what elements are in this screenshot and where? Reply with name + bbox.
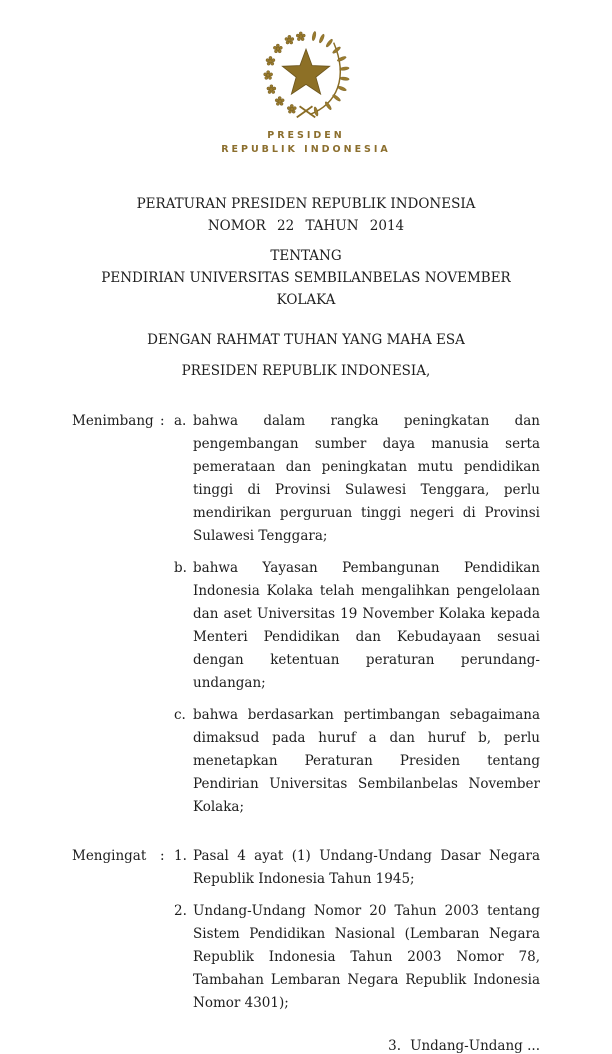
mengingat-item-1: [174, 845, 540, 891]
letterhead-presiden-text: PRESIDEN: [267, 130, 345, 141]
menimbang-item-c: [174, 704, 540, 819]
mengingat-section: [72, 845, 540, 1015]
item-text: bahwa berdasarkan pertimbangan sebagaimana dimaksud pada huruf a dan huruf b, perlu menetapkan Peraturan Presiden tentang Pendirian Universitas Sembilanbelas November Kolaka;: [193, 707, 540, 815]
item-marker: a.: [174, 413, 187, 429]
catchword-marker: 3.: [388, 1038, 402, 1054]
menimbang-item-a: [174, 410, 540, 548]
menimbang-section: [72, 410, 540, 819]
mengingat-items: [174, 845, 540, 1015]
regulation-number-line: NOMOR 22 TAHUN 2014: [207, 218, 405, 234]
menimbang-colon: :: [160, 413, 165, 429]
invocation-line: DENGAN RAHMAT TUHAN YANG MAHA ESA: [147, 332, 465, 348]
tentang-label: TENTANG: [270, 248, 342, 264]
item-text: Pasal 4 ayat (1) Undang-Undang Dasar Negara Republik Indonesia Tahun 1945;: [193, 848, 540, 887]
mengingat-label: Mengingat: [72, 848, 147, 864]
national-emblem-icon: [258, 26, 354, 126]
item-marker: b.: [174, 560, 187, 576]
menimbang-label: Menimbang: [72, 413, 154, 429]
menimbang-items: [174, 410, 540, 819]
catchword-row: [72, 1038, 540, 1054]
letterhead-republik-text: REPUBLIK INDONESIA: [221, 144, 391, 155]
salutation-line: PRESIDEN REPUBLIK INDONESIA,: [181, 363, 431, 379]
letterhead: [72, 26, 540, 155]
catchword-text: Undang-Undang ...: [410, 1038, 540, 1054]
item-text: bahwa dalam rangka peningkatan dan pengembangan sumber daya manusia serta pemerataan dan peningkatan mutu pendidikan tinggi di Provinsi Sulawesi Tenggara, perlu mendirikan perguruan tinggi negeri di Provinsi Sulawesi Tenggara;: [193, 413, 540, 544]
mengingat-item-2: [174, 900, 540, 1015]
regulation-subject-line: PENDIRIAN UNIVERSITAS SEMBILANBELAS NOVEMBER KOLAKA: [101, 270, 511, 308]
item-text: bahwa Yayasan Pembangunan Pendidikan Indonesia Kolaka telah mengalihkan pengelolaan dan aset Universitas 19 November Kolaka kepada Menteri Pendidikan dan Kebudayaan sesuai dengan ketentuan peraturan perundang-undangan;: [193, 560, 540, 691]
mengingat-colon: :: [160, 848, 165, 864]
item-marker: 2.: [174, 903, 187, 919]
item-text: Undang-Undang Nomor 20 Tahun 2003 tentang Sistem Pendidikan Nasional (Lembaran Negara Republik Indonesia Tahun 2003 Nomor 78, Tambahan Lembaran Negara Republik Indonesia Nomor 4301);: [193, 903, 540, 1011]
item-marker: 1.: [174, 848, 187, 864]
menimbang-item-b: [174, 557, 540, 695]
item-marker: c.: [174, 707, 186, 723]
regulation-title-line1: PERATURAN PRESIDEN REPUBLIK INDONESIA: [136, 196, 476, 212]
title-block: [72, 193, 540, 311]
